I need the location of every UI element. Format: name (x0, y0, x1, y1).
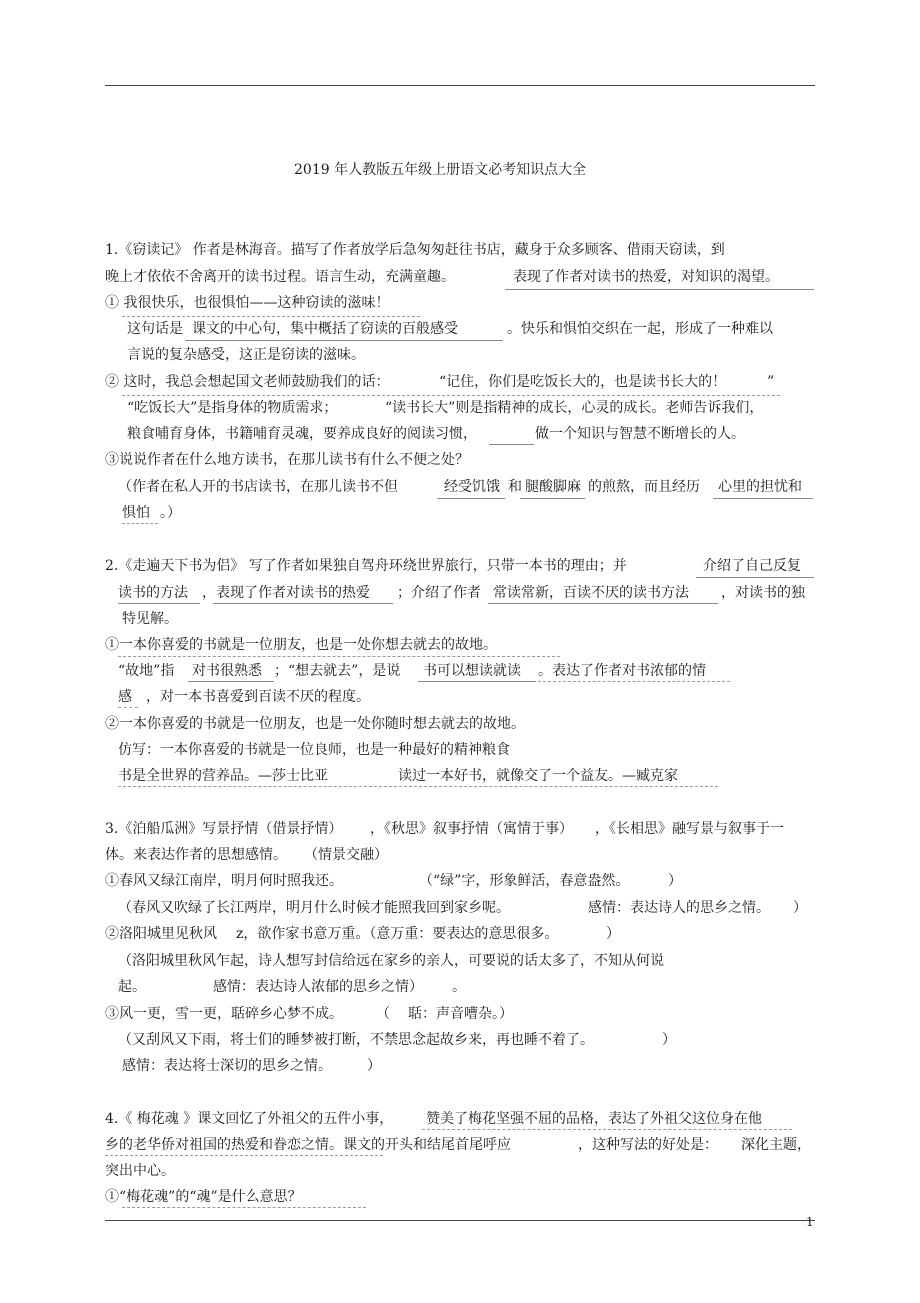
wavy-underline (118, 783, 718, 787)
page-title: 2019 年人教版五年级上册语文必考知识点大全 (294, 162, 587, 178)
text-line: 。） (160, 505, 181, 521)
text-line: 经受饥饿 (444, 479, 500, 495)
text-line: 晚上才依依不舍离开的读书过程。语言生动，充满童趣。 (105, 269, 455, 285)
wavy-underline (105, 1152, 383, 1156)
text-line: 聒：声音嘈杂。） (408, 1006, 513, 1022)
text-line: 感情：表达诗人浓郁的思乡之情） (213, 979, 423, 995)
page-number: 1 (806, 1215, 814, 1229)
wavy-underline (422, 1126, 792, 1130)
wavy-underline (122, 520, 158, 524)
text-line: “故地”指 (118, 663, 175, 679)
text-line: ，对一本书喜爱到百读不厌的程度。 (146, 689, 370, 705)
text-line: 体。来表达作者的思想感情。 (105, 847, 287, 863)
text-line: 介绍了自己反复 (703, 558, 801, 574)
text-line: ②洛阳城里见秋风 (105, 926, 217, 942)
footer-rule (105, 1220, 815, 1221)
text-line: “读书长大”则是指精神的成长，心灵的成长。老师告诉我们， (385, 400, 764, 416)
text-line: ②一本你喜爱的书就是一位朋友，也是一处你随时想去就去的故地。 (105, 716, 525, 732)
text-line: 心里的担忧和 (718, 479, 802, 495)
text-line: 3.《泊船瓜洲》写景抒情（借景抒情） (105, 821, 343, 837)
text-line: ③风一更，雪一更，聒碎乡心梦不成。 (105, 1006, 343, 1022)
text-line: 书是全世界的营养品。—莎士比亚 (118, 768, 328, 784)
text-line: ，《长相思》融写景与叙事于一 (595, 821, 784, 837)
text-line: ① 我很快乐，也很惧怕——这种窃读的滋味！ (105, 295, 390, 311)
text-line: “记住，你们是吃饭长大的，也是读书长大的！ (439, 374, 727, 390)
text-line: 突出中心。 (105, 1163, 175, 1179)
text-line: 常读常新，百读不厌的读书方法 (493, 585, 689, 601)
text-line: ” (767, 374, 775, 390)
text-line: 读书的方法 (118, 585, 188, 601)
text-line: ，表现了作者对读书的热爱 (202, 585, 370, 601)
text-line: ，这种写法的好处是： (578, 1137, 718, 1153)
text-line: 课文的中心句，集中概括了窃读的百般感受 (192, 321, 458, 337)
wavy-underline (118, 653, 560, 657)
answer-underline (713, 498, 813, 499)
text-line: 书可以想读就读 (423, 663, 521, 679)
wavy-underline (118, 704, 138, 708)
text-line: ③说说作者在什么地方读书，在那儿读书有什么不便之处？ (105, 452, 469, 468)
answer-underline (188, 681, 274, 682)
answer-underline (213, 603, 393, 604)
text-line: 。快乐和惧怕交织在一起，形成了一种难以 (507, 321, 773, 337)
text-line: 4.《 梅花魂 》课文回忆了外祖父的五件小事， (105, 1111, 394, 1127)
wavy-underline (122, 313, 420, 317)
text-line: 仿写：一本你喜爱的书就是一位良师，也是一种最好的精神粮食 (118, 742, 510, 758)
answer-underline (118, 603, 200, 604)
text-line: ，对读书的独 (721, 585, 805, 601)
text-line: 表现了作者对读书的热爱，对知识的渴望。 (513, 269, 779, 285)
text-line: 感情：表达将士深切的思乡之情。 (122, 1058, 332, 1074)
text-line: 言说的复杂感受，这正是窃读的滋味。 (127, 347, 365, 363)
text-line: 1.《窃读记》 作者是林海音。描写了作者放学后急匆匆赶往书店，藏身于众多顾客、借雨天窃读，到 (105, 242, 725, 258)
text-line: 读过一本好书，就像交了一个益友。—臧克家 (398, 768, 678, 784)
text-line: （情景交融） (304, 847, 388, 863)
text-line: 这句话是 (127, 321, 183, 337)
answer-underline (489, 444, 534, 445)
text-line: （洛阳城里秋风乍起，诗人想写封信给远在家乡的亲人，可要说的话太多了，不知从何说 (118, 953, 664, 969)
text-line: （春风又吹绿了长江两岸，明月什么时候才能照我回到家乡呢。 (118, 900, 510, 916)
text-line: 特见解。 (122, 611, 178, 627)
wavy-underline (122, 392, 780, 396)
answer-underline (437, 498, 505, 499)
text-line: （“绿”字，形象鲜活，春意盎然。 (419, 873, 630, 889)
text-line: 2.《走遍天下书为侣》 写了作者如果独自驾舟环绕世界旅行，只带一本书的理由；并 (105, 558, 627, 574)
text-line: ） (668, 873, 682, 889)
text-line: 。 (452, 979, 466, 995)
answer-underline (185, 340, 503, 341)
text-line: 赞美了梅花坚强不屈的品格，表达了外祖父这位身在他 (426, 1111, 762, 1127)
answer-underline (696, 577, 814, 578)
text-line: 深化主题， (741, 1137, 811, 1153)
text-line: 。表达了作者对书浓郁的情 (538, 663, 706, 679)
text-line: “吃饭长大”是指身体的物质需求； (127, 400, 338, 416)
text-line: ，《秋思》叙事抒情（寓情于事） (370, 821, 573, 837)
answer-underline (520, 498, 585, 499)
text-line: 惧怕 (122, 505, 150, 521)
text-line: （ (376, 1006, 390, 1022)
text-line: ） (793, 900, 807, 916)
text-line: 感情：表达诗人的思乡之情。 (588, 900, 770, 916)
text-line: ） (367, 1058, 381, 1074)
answer-underline (418, 681, 536, 682)
answer-underline (505, 289, 814, 290)
text-line: ② 这时，我总会想起国文老师鼓励我们的话： (105, 374, 390, 390)
text-line: （作者在私人开的书店读书，在那儿读书不但 (118, 479, 398, 495)
text-line: z，欲作家书意万重。（意万重：要表达的意思很多。 (236, 926, 559, 942)
text-line: ①“梅花魂”的“魂”是什么意思？ (105, 1189, 302, 1205)
text-line: 腿酸脚麻 (525, 479, 581, 495)
text-line: ①一本你喜爱的书就是一位朋友，也是一处你想去就去的故地。 (105, 637, 497, 653)
text-line: ；介绍了作者 (397, 585, 481, 601)
text-line: ；“想去就去”，是说 (274, 663, 401, 679)
wavy-underline (122, 1204, 366, 1208)
text-line: ） (662, 1032, 676, 1048)
text-line: 感 (118, 689, 132, 705)
text-line: 和 (508, 479, 522, 495)
wavy-underline (538, 678, 730, 682)
text-line: ①春风又绿江南岸，明月何时照我还。 (105, 873, 343, 889)
text-line: 对书很熟悉 (192, 663, 262, 679)
text-line: 乡的老华侨对祖国的热爱和眷恋之情。课文的开头和结尾首尾呼应 (105, 1137, 511, 1153)
text-line: 的煎熬，而且经历 (588, 479, 700, 495)
text-line: 粮食哺育身体，书籍哺育灵魂，要养成良好的阅读习惯， (127, 426, 477, 442)
text-line: 做一个知识与智慧不断增长的人。 (535, 426, 745, 442)
text-line: 起。 (118, 979, 146, 995)
text-line: （又刮风又下雨，将士们的睡梦被打断，不禁思念起故乡来，再也睡不着了。 (118, 1032, 594, 1048)
header-rule (105, 85, 815, 86)
answer-underline (488, 603, 718, 604)
text-line: ） (606, 926, 620, 942)
